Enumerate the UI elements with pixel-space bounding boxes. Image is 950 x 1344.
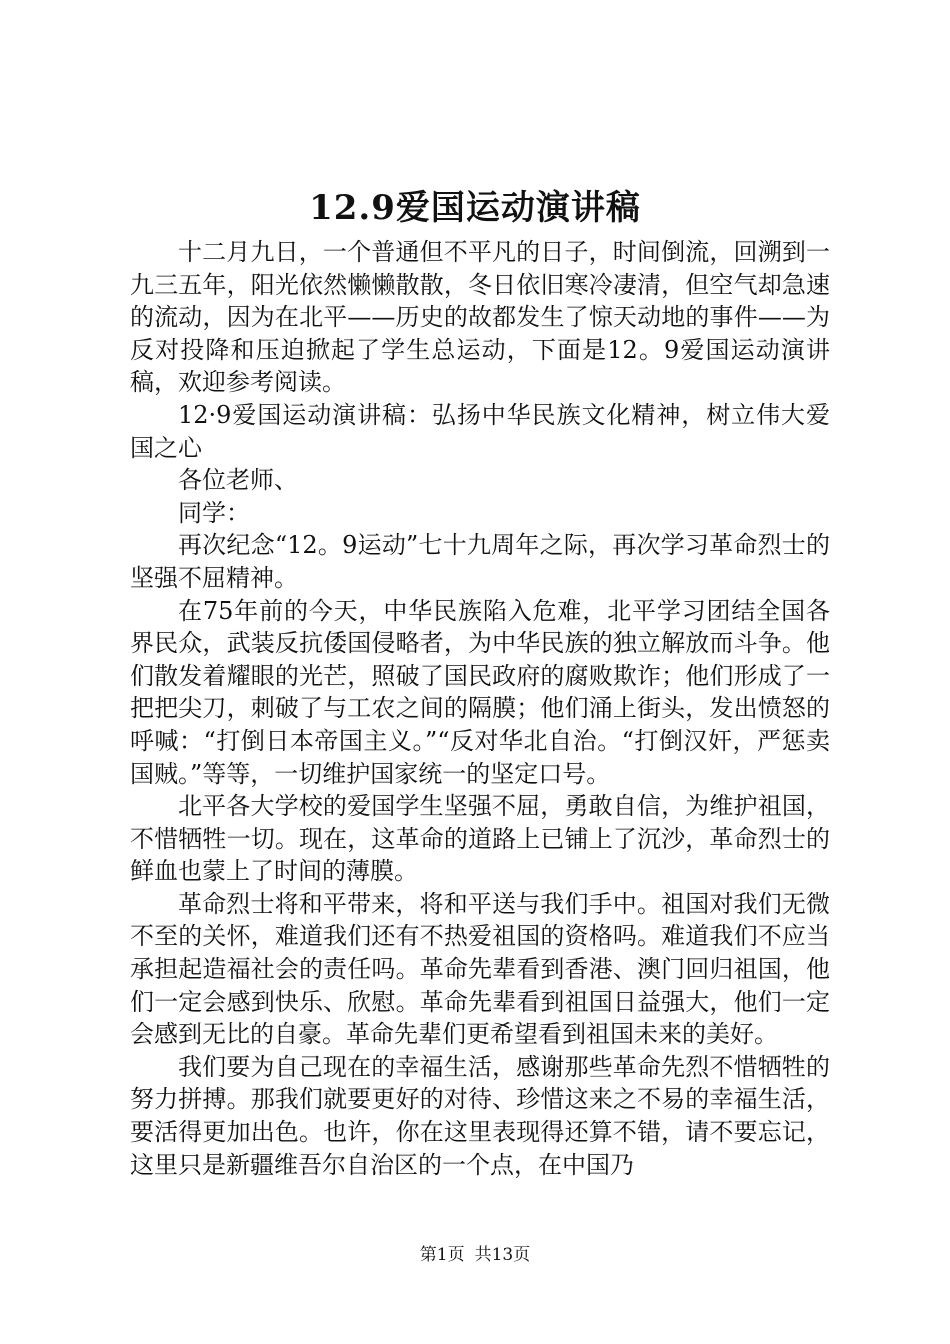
- document-title: 12.9爱国运动演讲稿: [309, 188, 641, 228]
- paragraph: 各位老师、: [178, 466, 298, 495]
- paragraph: 12·9爱国运动演讲稿：弘扬中华民族文化精神，树立伟大爱国之心: [130, 400, 830, 462]
- page-total: 共13页: [474, 1245, 531, 1265]
- page-number: 第1页: [419, 1245, 465, 1265]
- document-body: [130, 236, 830, 1181]
- paragraph: 在75年前的今天，中华民族陷入危难，北平学习团结全国各界民众，武装反抗倭国侵略者，为中华民族的独立解放而斗争。他们散发着耀眼的光芒，照破了国民政府的腐败欺诈；他们形成了一把把尖刀，刺破了与工农之间的隔膜；他们涌上街头，发出愤怒的呼喊：“打倒日本帝国主义。”“反对华北自治。“打倒汉奸，严惩卖国贼。”等等，一切维护国家统一的坚定口号。: [130, 596, 830, 788]
- paragraph: 革命烈士将和平带来，将和平送与我们手中。祖国对我们无微不至的关怀，难道我们还有不热爱祖国的资格吗。难道我们不应当承担起造福社会的责任吗。革命先辈看到香港、澳门回归祖国，他们一定会感到快乐、欣慰。革命先辈看到祖国日益强大，他们一定会感到无比的自豪。革命先辈们更希望看到祖国未来的美好。: [130, 889, 830, 1049]
- paragraph: 北平各大学校的爱国学生坚强不屈，勇敢自信，为维护祖国，不惜牺牲一切。现在，这革命的道路上已铺上了沉沙，革命烈士的鲜血也蒙上了时间的薄膜。: [130, 792, 830, 886]
- page-footer: [0, 1244, 950, 1266]
- paragraph: 再次纪念“12。9运动”七十九周年之际，再次学习革命烈士的坚强不屈精神。: [130, 531, 830, 592]
- paragraph: 我们要为自己现在的幸福生活，感谢那些革命先烈不惜牺牲的努力拼搏。那我们就要更好的对待、珍惜这来之不易的幸福生活，要活得更加出色。也许，你在这里表现得还算不错，请不要忘记，这里只是新疆维吾尔自治区的一个点，在中国乃: [130, 1052, 830, 1179]
- paragraph: 十二月九日，一个普通但不平凡的日子，时间倒流，回溯到一九三五年，阳光依然懒懒散散，冬日依旧寒冷凄清，但空气却急速的流动，因为在北平——历史的故都发生了惊天动地的事件——为反对投降和压迫掀起了学生总运动，下面是12。9爱国运动演讲稿，欢迎参考阅读。: [130, 238, 830, 397]
- paragraph: 同学：: [178, 498, 250, 527]
